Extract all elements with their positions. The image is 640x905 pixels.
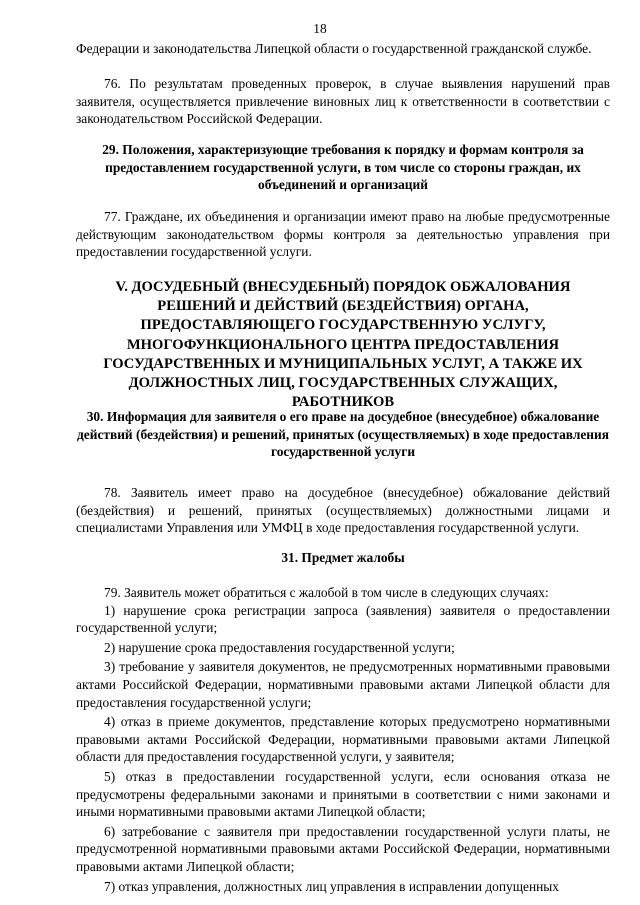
heading-text: 29. Положения, характеризующие требования к порядку и формам контроля за предоставлением государственной услуги, в том числе со стороны граждан, их объединений и организаций <box>102 142 584 193</box>
heading-text: 31. Предмет жалобы <box>281 550 405 565</box>
paragraph-77 <box>76 208 610 261</box>
list-item: 5) отказ в предоставлении государственной услуги, если основания отказа не предусмотрены федеральными законами и принятыми в соответствии с ними законами и иными нормативными правовыми актами Липецкой области; <box>76 768 610 820</box>
chapter-heading-v <box>76 278 610 412</box>
paragraph-text: Федерации и законодательства Липецкой области о государственной гражданской службе. <box>76 41 592 56</box>
heading-text: V. ДОСУДЕБНЫЙ (ВНЕСУДЕБНЫЙ) ПОРЯДОК ОБЖАЛОВАНИЯ РЕШЕНИЙ И ДЕЙСТВИЙ (БЕЗДЕЙСТВИЯ) ОРГАНА, ПРЕДОСТАВЛЯЮЩЕГО ГОСУДАРСТВЕННУЮ УСЛУГУ, МНОГОФУНКЦИОНАЛЬНОГО ЦЕНТРА ПРЕДОСТАВЛЕНИЯ ГОСУДАРСТВЕННЫХ И МУНИЦИПАЛЬНЫХ УСЛУГ, А ТАКЖЕ ИХ ДОЛЖНОСТНЫХ ЛИЦ, ГОСУДАРСТВЕННЫХ СЛУЖАЩИХ, РАБОТНИКОВ <box>103 279 583 411</box>
section-heading-29 <box>76 141 610 194</box>
list-item: 6) затребование с заявителя при предоставлении государственной услуги платы, не предусмотренной нормативными правовыми актами Российской Федерации, нормативными правовыми актами Липецкой области; <box>76 823 610 874</box>
list-item: 2) нарушение срока предоставления государственной услуги; <box>104 639 455 655</box>
list-item: 1) нарушение срока регистрации запроса (заявления) заявителя о предоставлении государственной услуги; <box>76 602 610 636</box>
list-item: 3) требование у заявителя документов, не предусмотренных нормативными правовыми актами Российской Федерации, нормативными правовыми актами Липецкой области для предоставления государственной услуги; <box>76 659 610 710</box>
paragraph-text: 79. Заявитель может обратиться с жалобой в том числе в следующих случаях: <box>104 585 549 600</box>
paragraph-text: 76. По результатам проведенных проверок, в случае выявления нарушений прав заявителя, осуществляется привлечение виновных лиц к ответственности в соответствии с законодательством Российской Федерации. <box>76 76 610 127</box>
section-heading-31 <box>76 549 610 567</box>
paragraph-text: 78. Заявитель имеет право на досудебное (внесудебное) обжалование действий (бездействия) и решений, принятых (осуществляемых) должностными лицами и специалистами Управления или УМФЦ в ходе предоставления государственной услуги. <box>76 485 610 536</box>
paragraph-text: 77. Граждане, их объединения и организации имеют право на любые предусмотренные действующим законодательством формы контроля за деятельностью управления при предоставлении государственной услуги. <box>76 209 610 260</box>
list-item: 7) отказ управления, должностных лиц управления в исправлении допущенных <box>104 878 559 894</box>
paragraph-76 <box>76 75 610 128</box>
heading-text: 30. Информация для заявителя о его праве на досудебное (внесудебное) обжалование действий (бездействия) и решений, принятых (осуществляемых) в ходе предоставления государственной услуги <box>77 409 609 460</box>
page-number: 18 <box>313 21 327 36</box>
paragraph-78 <box>76 484 610 537</box>
paragraph-continuation <box>76 40 610 58</box>
section-heading-30 <box>76 408 610 461</box>
list-item: 4) отказ в приеме документов, представление которых предусмотрено нормативными правовыми актами Российской Федерации, нормативными правовыми актами Липецкой области для предоставления государственной услуги, у заявителя; <box>76 714 610 765</box>
paragraph-79 <box>76 584 610 895</box>
